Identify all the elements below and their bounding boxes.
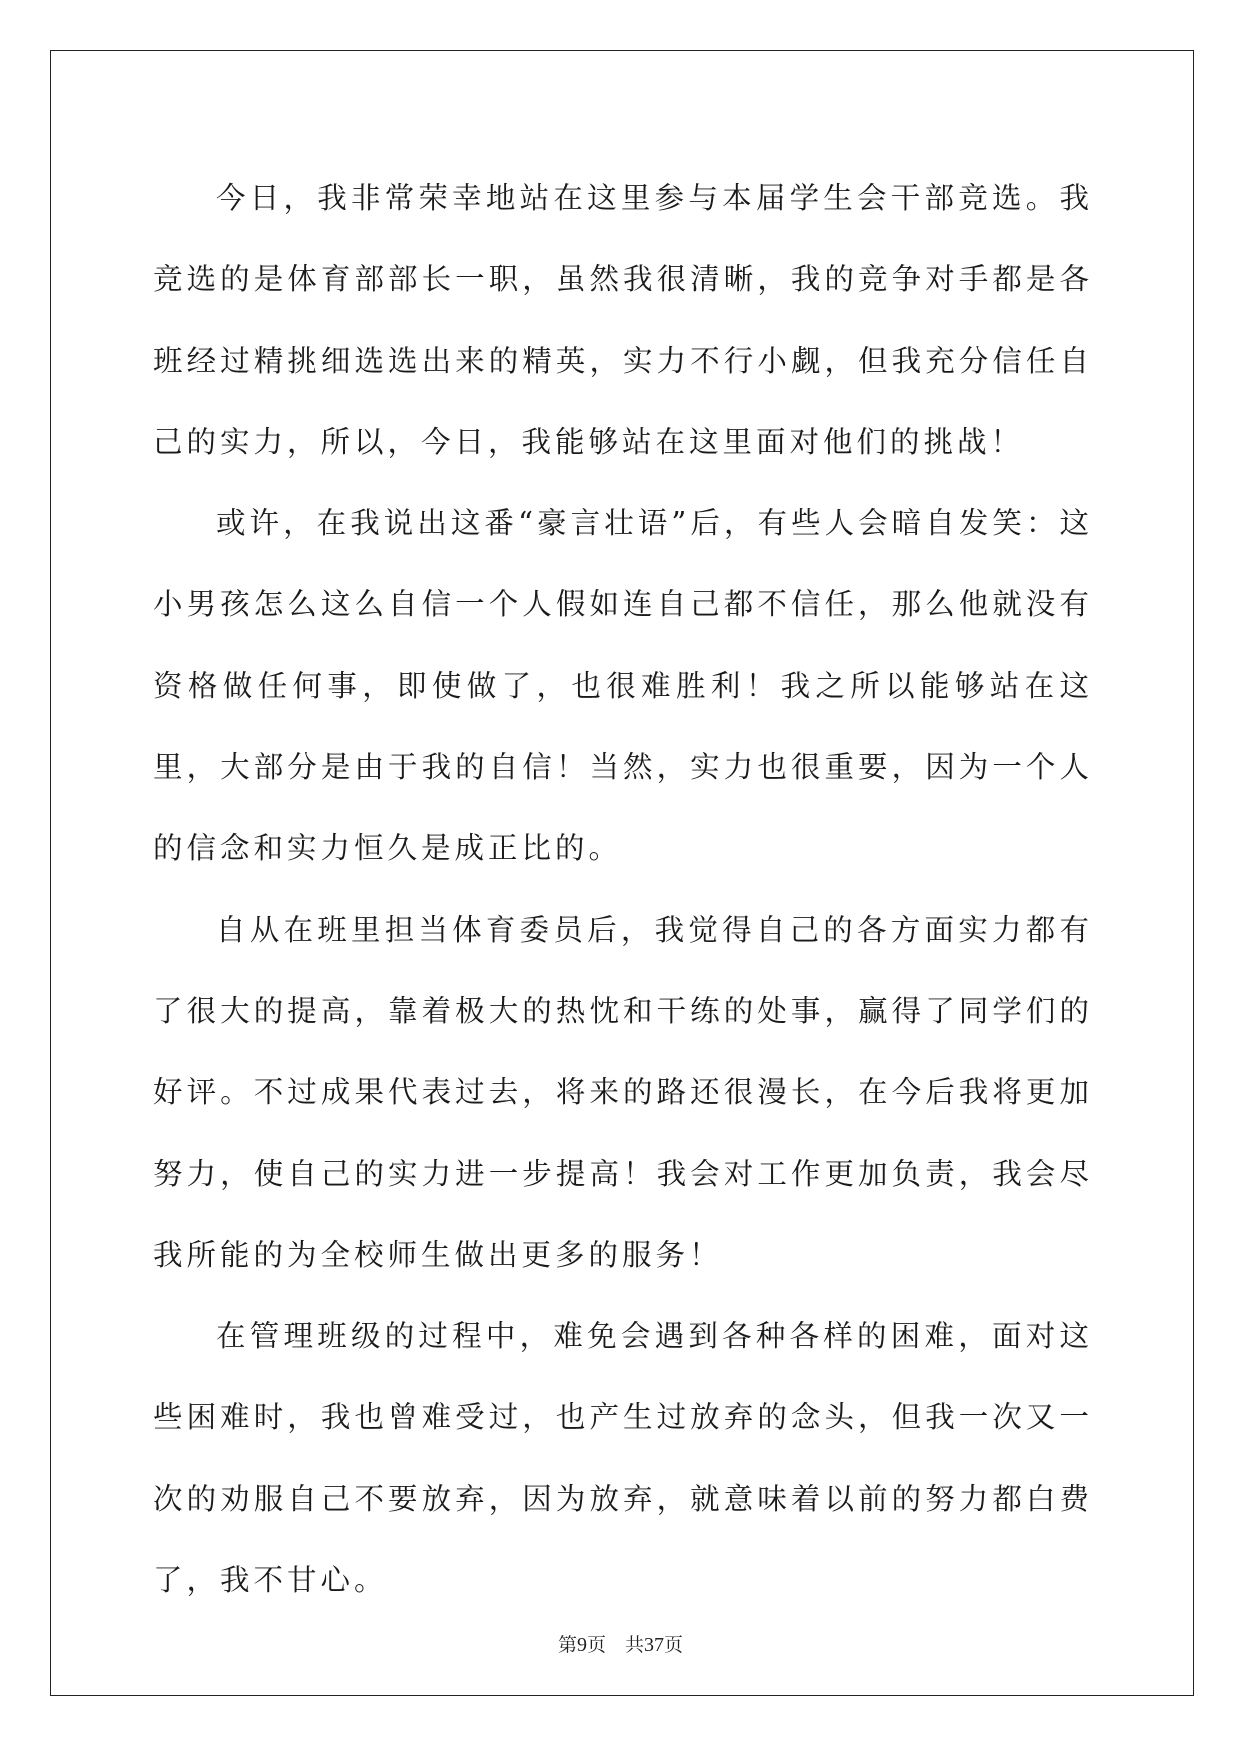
footer-prefix: 第 xyxy=(557,1634,577,1656)
footer-total-pages: 37 xyxy=(644,1634,664,1656)
footer-suffix: 页 xyxy=(664,1634,684,1656)
paragraph-3: 自从在班里担当体育委员后，我觉得自己的各方面实力都有了很大的提高，靠着极大的热忱和干练的处事，赢得了同学们的好评。不过成果代表过去，将来的路还很漫长，在今后我将更加努力，使自己的实力进一步提高！我会对工作更加负责，我会尽我所能的为全校师生做出更多的服务！ xyxy=(153,912,1093,1272)
paragraph-1: 今日，我非常荣幸地站在这里参与本届学生会干部竞选。我竞选的是体育部部长一职，虽然我很清晰，我的竞争对手都是各班经过精挑细选选出来的精英，实力不行小觑，但我充分信任自己的实力，所以，今日，我能够站在这里面对他们的挑战！ xyxy=(153,181,1093,459)
document-body xyxy=(153,158,1093,1621)
footer-page-number: 9 xyxy=(576,1634,587,1656)
paragraph-4: 在管理班级的过程中，难免会遇到各种各样的困难，面对这些困难时，我也曾难受过，也产生过放弃的念头，但我一次又一次的劝服自己不要放弃，因为放弃，就意味着以前的努力都白费了，我不甘心。 xyxy=(153,1319,1093,1598)
paragraph-2: 或许，在我说出这番“豪言壮语”后，有些人会暗自发笑：这小男孩怎么这么自信一个人假如连自己都不信任，那么他就没有资格做任何事，即使做了，也很难胜利！我之所以能够站在这里，大部分是由于我的自信！当然，实力也很重要，因为一个人的信念和实力恒久是成正比的。 xyxy=(153,506,1093,866)
footer-middle: 页 共 xyxy=(586,1634,644,1656)
page-footer xyxy=(0,1630,1241,1657)
